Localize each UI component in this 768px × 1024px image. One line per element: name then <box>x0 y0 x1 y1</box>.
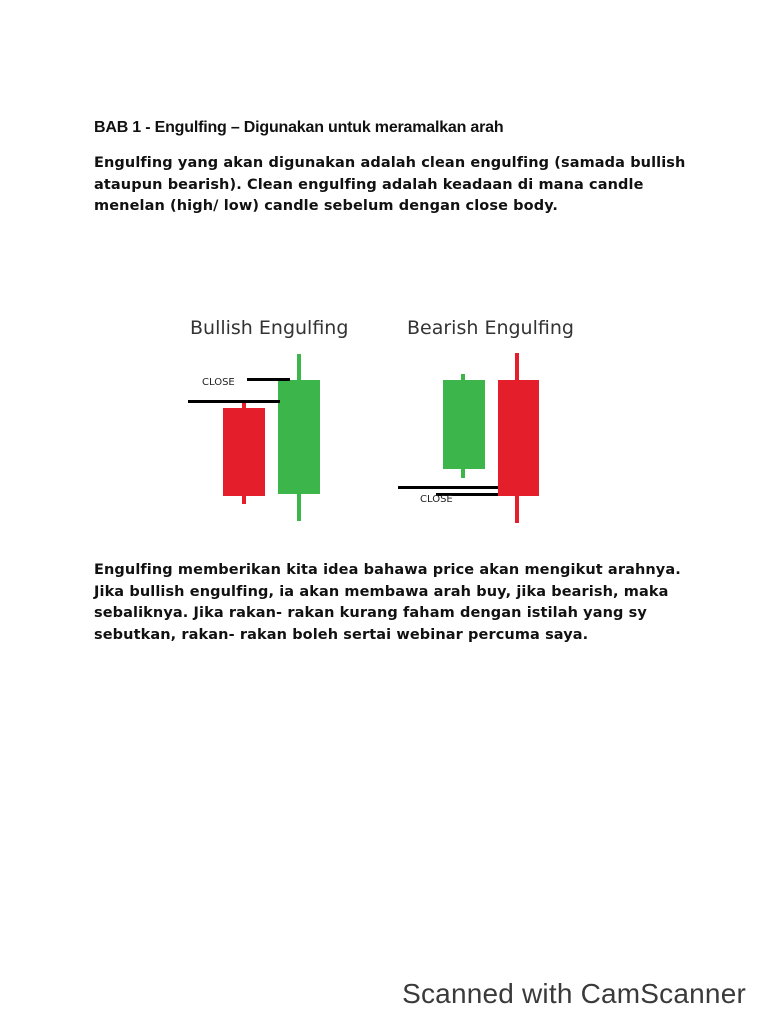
bearish-close-label: CLOSE <box>420 494 453 505</box>
bearish-green-candle-body <box>443 380 485 469</box>
engulfing-diagram-svg <box>180 305 600 530</box>
camscanner-watermark: Scanned with CamScanner <box>402 978 746 1009</box>
bullish-red-candle-body <box>223 408 265 496</box>
bullish-prior-high-line <box>188 400 280 403</box>
bearish-engulfing-title: Bearish Engulfing <box>407 317 574 339</box>
engulfing-diagram <box>180 305 600 534</box>
explanation-paragraph: Engulfing memberikan kita idea bahawa price akan mengikut arahnya. Jika bullish engulfing, ia akan membawa arah buy, jika bearish, maka sebaliknya. Jika rakan- rakan kurang faham dengan istilah yang sy sebutkan, rakan- rakan boleh sertai webinar percuma saya. <box>94 562 681 643</box>
bullish-close-label: CLOSE <box>202 377 235 388</box>
bullish-close-line <box>247 378 290 381</box>
bearish-pattern <box>398 353 539 523</box>
bullish-green-candle-body <box>278 380 320 494</box>
bearish-red-candle-body <box>498 380 539 496</box>
section-heading: BAB 1 - Engulfing – Digunakan untuk meramalkan arah <box>94 119 504 136</box>
bullish-pattern <box>188 354 320 521</box>
bearish-close-line-upper <box>398 486 498 489</box>
bullish-engulfing-title: Bullish Engulfing <box>190 317 349 339</box>
intro-paragraph: Engulfing yang akan digunakan adalah clean engulfing (samada bullish ataupun bearish). Clean engulfing adalah keadaan di mana candle menelan (high/ low) candle sebelum dengan close body. <box>94 155 686 214</box>
